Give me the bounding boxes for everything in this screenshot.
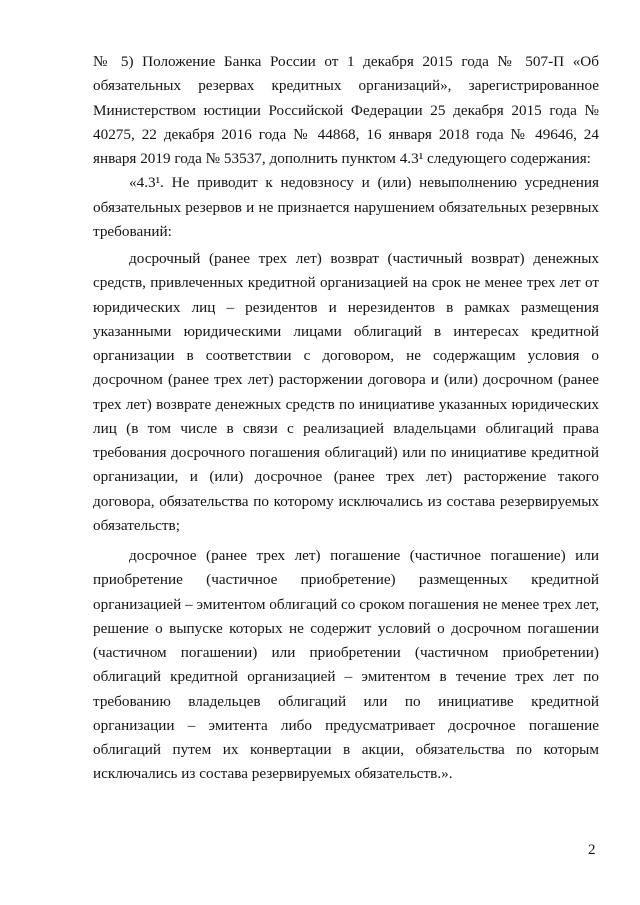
paragraph-early-return: досрочный (ранее трех лет) возврат (частичный возврат) денежных средств, привлеченных кредитной организацией на срок не менее трех лет от юридических лиц – резидентов и нерезидентов в рамках размещения указанными юридическими лицами облигаций в интересах кредитной организации в соответствии с договором, не содержащим условия о досрочном (ранее трех лет) расторжении договора и (или) досрочном (ранее трех лет) возврате денежных средств по инициативе указанных юридических лиц (в том числе в связи с реализацией владельцами облигаций права требования досрочного погашения облигаций) или по инициативе кредитной организации, и (или) досрочное (ранее трех лет) расторжение такого договора, обязательства по которому исключались из состава резервируемых обязательств; [93,250,599,534]
page-number: 2 [588,842,596,858]
paragraph-point-4-3-1: «4.3¹. Не приводит к недовзносу и (или) невыполнению усреднения обязательных резервов и не признается нарушением обязательных резервных требований: [93,174,599,240]
paragraph-early-redemption: досрочное (ранее трех лет) погашение (частичное погашение) или приобретение (частичное приобретение) размещенных кредитной организацией – эмитентом облигаций со сроком погашения не менее трех лет, решение о выпуске которых не содержит условий о досрочном погашении (частичном погашении) или приобретении (частичном приобретении) облигаций кредитной организацией – эмитентом в течение трех лет по требованию владельцев облигаций или по инициативе кредитной организации – эмитента либо предусматривает досрочное погашение облигаций путем их конвертации в акции, обязательства по которым исключались из состава резервируемых обязательств.». [93,547,599,783]
paragraph-intro: № 5) Положение Банка России от 1 декабря 2015 года № 507-П «Об обязательных резервах кредитных организаций», зарегистрированное Министерством юстиции Российской Федерации 25 декабря 2015 года № 40275, 22 декабря 2016 года № 44868, 16 января 2018 года № 49646, 24 января 2019 года № 53537, дополнить пунктом 4.3¹ следующего содержания: [93,53,599,167]
document-body [93,50,599,787]
